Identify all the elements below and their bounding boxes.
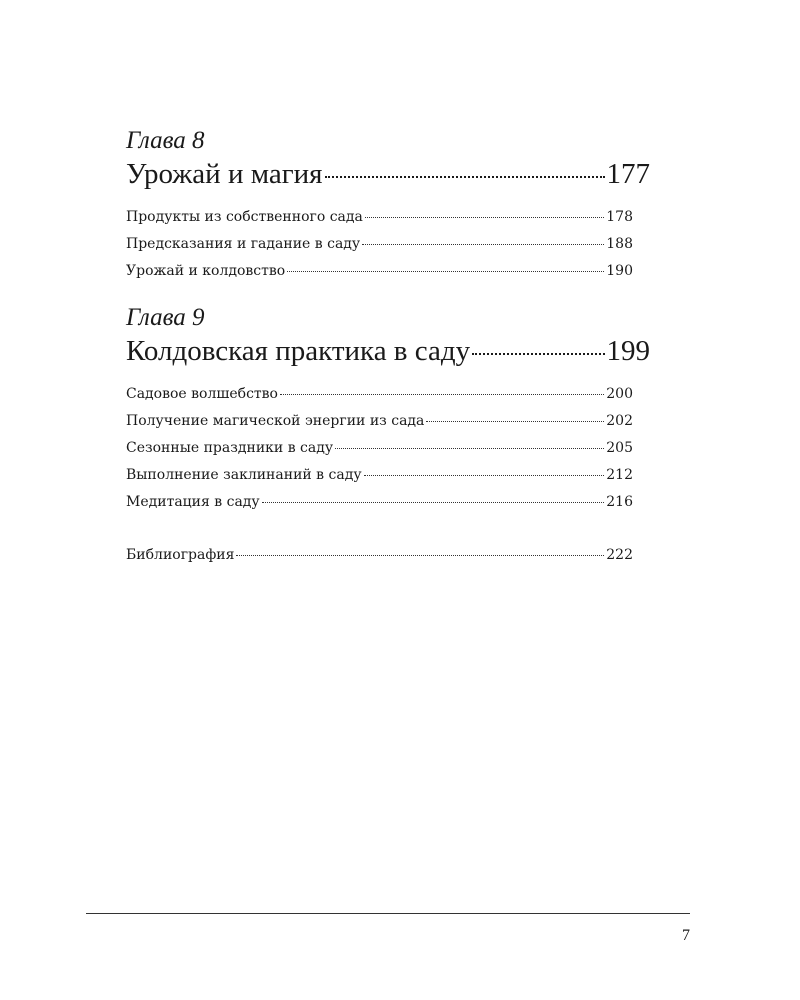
dot-leader [362, 244, 604, 245]
toc-entry[interactable] [126, 489, 633, 516]
entry-page-number: 216 [606, 494, 633, 510]
dot-leader [287, 271, 604, 272]
dot-leader [365, 217, 604, 218]
entry-title: Библиография [126, 547, 235, 563]
chapter-label: Глава 9 [126, 304, 205, 331]
entry-page-number: 202 [606, 413, 633, 429]
dot-leader [472, 353, 604, 355]
toc-entry[interactable] [126, 204, 633, 231]
entry-page-number: 190 [606, 263, 633, 279]
entry-title: Урожай и колдовство [126, 263, 286, 279]
entry-title: Садовое волшебство [126, 386, 278, 402]
toc-entry[interactable] [126, 408, 633, 435]
toc-entry[interactable] [126, 231, 633, 258]
chapter-title-row[interactable] [126, 333, 650, 369]
dot-leader [262, 502, 605, 503]
chapter-page-number: 199 [606, 335, 650, 367]
footer-divider [86, 913, 690, 914]
chapter-label: Глава 8 [126, 127, 205, 154]
entry-title: Продукты из собственного сада [126, 209, 363, 225]
chapter-title: Урожай и магия [126, 158, 323, 190]
dot-leader [280, 394, 604, 395]
bibliography-entry[interactable] [126, 542, 633, 569]
toc-entry[interactable] [126, 258, 633, 285]
entry-title: Получение магической энергии из сада [126, 413, 425, 429]
dot-leader [236, 555, 604, 556]
entry-page-number: 205 [606, 440, 633, 456]
entry-page-number: 200 [606, 386, 633, 402]
entry-page-number: 212 [606, 467, 633, 483]
table-of-contents [126, 126, 650, 569]
page-number: 7 [682, 927, 690, 944]
entry-page-number: 178 [606, 209, 633, 225]
dot-leader [325, 176, 605, 178]
chapter-page-number: 177 [606, 158, 650, 190]
entry-title: Предсказания и гадание в саду [126, 236, 361, 252]
entry-page-number: 188 [606, 236, 633, 252]
entry-title: Сезонные праздники в саду [126, 440, 334, 456]
toc-entry[interactable] [126, 435, 633, 462]
entry-title: Выполнение заклинаний в саду [126, 467, 362, 483]
dot-leader [426, 421, 604, 422]
dot-leader [364, 475, 605, 476]
entry-title: Медитация в саду [126, 494, 260, 510]
chapter-9 [126, 303, 650, 516]
chapter-title: Колдовская практика в саду [126, 335, 471, 367]
toc-entry[interactable] [126, 462, 633, 489]
chapter-title-row[interactable] [126, 156, 650, 192]
dot-leader [335, 448, 604, 449]
toc-entry[interactable] [126, 381, 633, 408]
chapter-8 [126, 126, 650, 285]
entry-page-number: 222 [606, 547, 633, 563]
